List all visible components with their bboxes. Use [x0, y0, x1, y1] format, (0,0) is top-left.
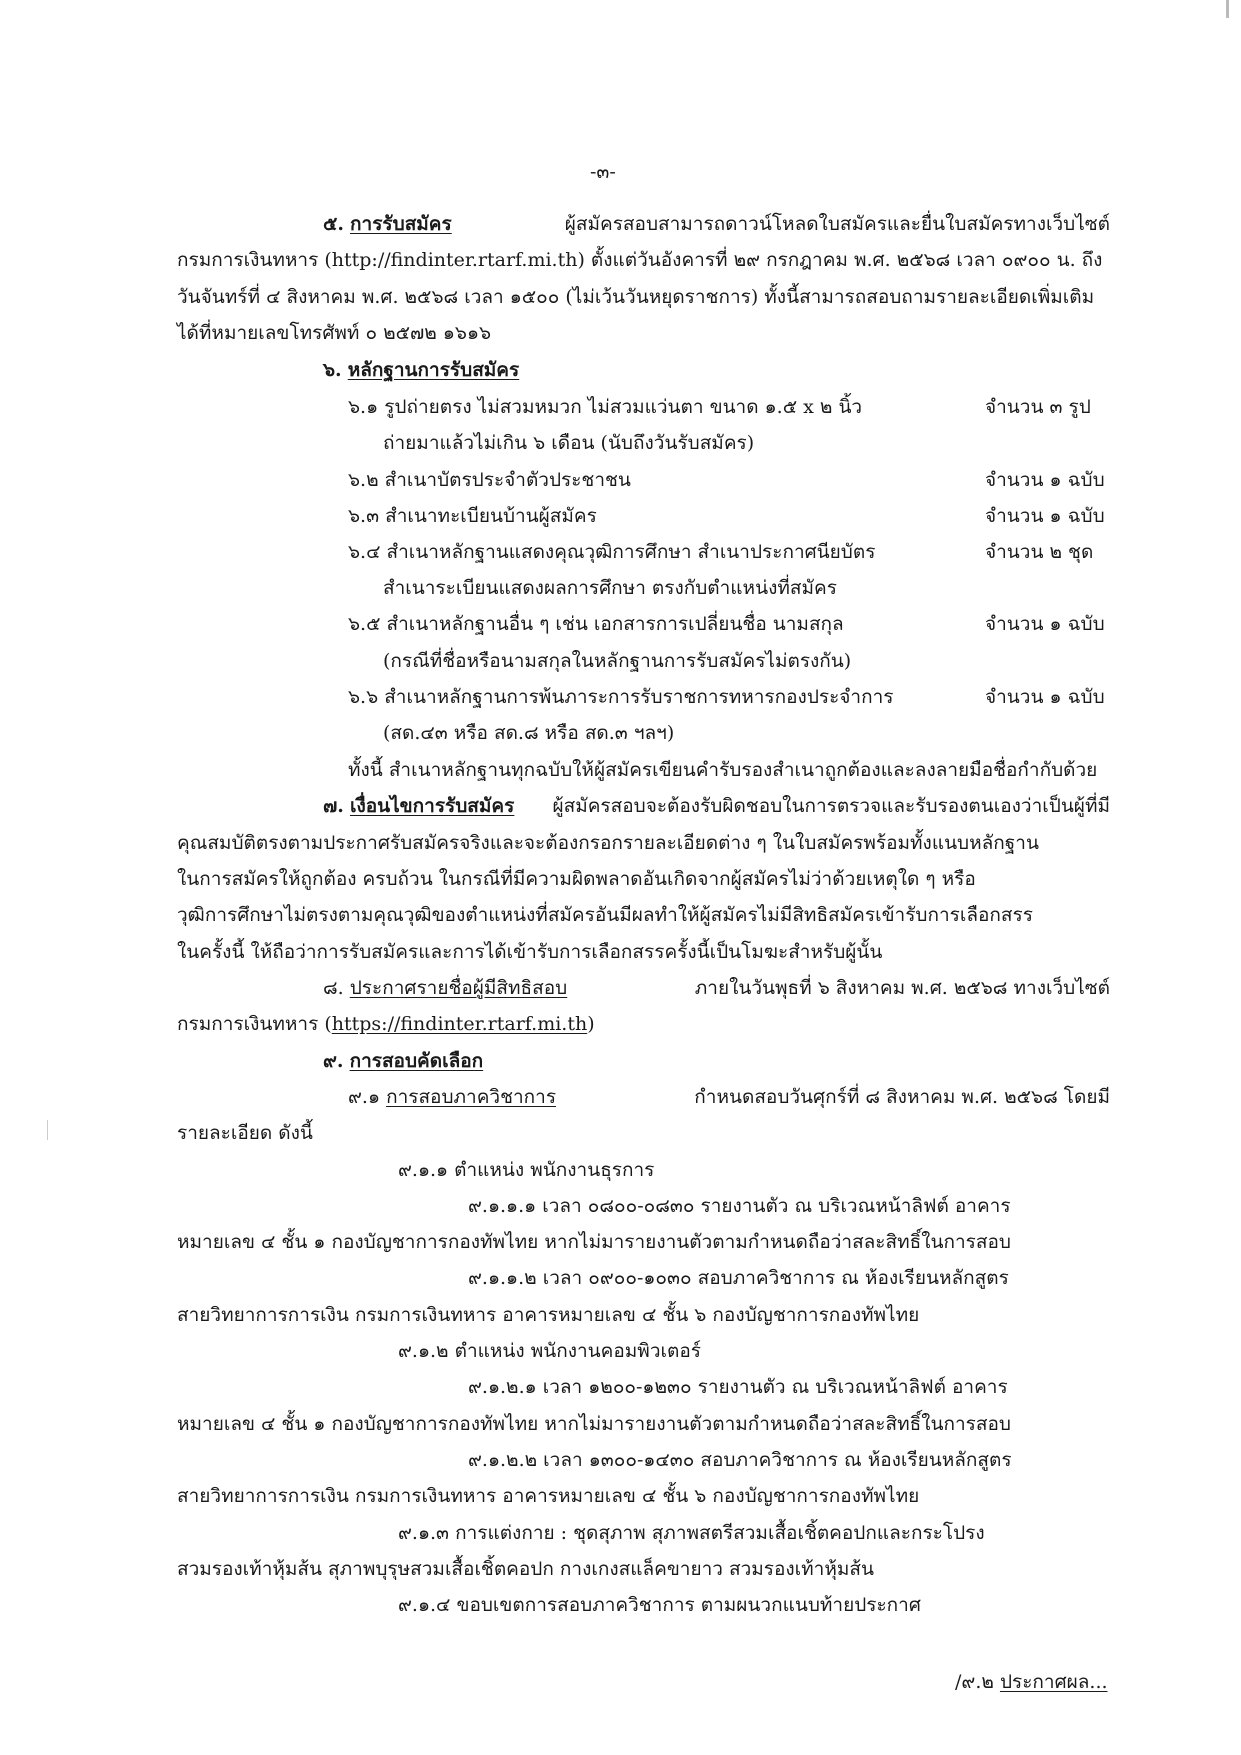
para-9-1-1-1-line-2: หมายเลข ๔ ชั้น ๑ กองบัญชาการกองทัพไทย หากไม่มารายงานตัวตามกำหนดถือว่าสละสิทธิ์ในการสอบ [177, 1231, 1011, 1253]
item-6-6-amount: จำนวน ๑ ฉบับ [985, 686, 1105, 708]
item-6-3-line-1: ๖.๓ สำเนาทะเบียนบ้านผู้สมัคร [348, 505, 597, 527]
continuation-prefix: /๙.๒ [955, 1671, 994, 1693]
page-number: -๓- [590, 161, 616, 183]
section-7-line-3: ในการสมัครให้ถูกต้อง ครบถ้วน ในกรณีที่มีความผิดพลาดอันเกิดจากผู้สมัครไม่ว่าด้วยเหตุใด ๆ หรือ [177, 868, 976, 890]
section-7-text: ผู้สมัครสอบจะต้องรับผิดชอบในการตรวจและรับรองตนเองว่าเป็นผู้ที่มี [552, 795, 1110, 817]
section-5-line-4: ได้ที่หมายเลขโทรศัพท์ ๐ ๒๕๗๒ ๑๖๑๖ [177, 322, 492, 344]
section-7-line-2: คุณสมบัติตรงตามประกาศรับสมัครจริงและจะต้องกรอกรายละเอียดต่าง ๆ ในใบสมัครพร้อมทั้งแนบหลักฐาน [177, 832, 1039, 854]
item-6-5-line-1: ๖.๕ สำเนาหลักฐานอื่น ๆ เช่น เอกสารการเปลี่ยนชื่อ นามสกุล [348, 613, 844, 635]
item-6-2-amount: จำนวน ๑ ฉบับ [985, 469, 1105, 491]
section-5-line-2: กรมการเงินทหาร (http://findinter.rtarf.mi.th) ตั้งแต่วันอังคารที่ ๒๙ กรกฎาคม พ.ศ. ๒๕๖๘ เวลา ๐๙๐๐ น. ถึง [177, 249, 1103, 271]
item-6-1-amount: จำนวน ๓ รูป [985, 396, 1091, 418]
para-9-1-1-2-line-2: สายวิทยาการการเงิน กรมการเงินทหาร อาคารหมายเลข ๔ ชั้น ๖ กองบัญชาการกองทัพไทย [177, 1304, 920, 1326]
section-8-text: ภายในวันพุธที่ ๖ สิงหาคม พ.ศ. ๒๕๖๘ ทางเว็บไซต์ [694, 977, 1110, 999]
para-9-1-1: ๙.๑.๑ ตำแหน่ง พนักงานธุรการ [398, 1159, 655, 1181]
section-6-number: ๖. [323, 359, 342, 381]
para-9-1-2: ๙.๑.๒ ตำแหน่ง พนักงานคอมพิวเตอร์ [398, 1340, 701, 1362]
section-5-text: ผู้สมัครสอบสามารถดาวน์โหลดใบสมัครและยื่นใบสมัครทางเว็บไซต์ [564, 213, 1110, 235]
section-7-line-4: วุฒิการศึกษาไม่ตรงตามคุณวุฒิของตำแหน่งที่สมัครอันมีผลทำให้ผู้สมัครไม่มีสิทธิสมัครเข้ารับการเลือกสรร [177, 904, 1033, 926]
item-6-5-amount: จำนวน ๑ ฉบับ [985, 613, 1105, 635]
section-8-line-2-suffix: ) [587, 1013, 595, 1035]
item-6-2-line-1: ๖.๒ สำเนาบัตรประจำตัวประชาชน [348, 469, 631, 491]
section-8-heading: ประกาศรายชื่อผู้มีสิทธิสอบ [349, 977, 568, 999]
para-9-1-3-line-2: สวมรองเท้าหุ้มส้น สุภาพบุรุษสวมเสื้อเชิ้ตคอปก กางเกงสแล็คขายาว สวมรองเท้าหุ้มส้น [177, 1558, 874, 1580]
item-6-4-amount: จำนวน ๒ ชุด [985, 541, 1094, 563]
section-8-title [323, 979, 567, 998]
section-9-title [323, 1052, 483, 1071]
para-9-1-4: ๙.๑.๔ ขอบเขตการสอบภาควิชาการ ตามผนวกแนบท้ายประกาศ [398, 1594, 921, 1616]
section-5-heading: การรับสมัคร [350, 213, 452, 235]
para-9-1-1-1-line-1: ๙.๑.๑.๑ เวลา ๐๘๐๐-๐๘๓๐ รายงานตัว ณ บริเวณหน้าลิฟต์ อาคาร [468, 1195, 1011, 1217]
section-5-line-1 [323, 215, 1110, 234]
para-9-1-2-2-line-2: สายวิทยาการการเงิน กรมการเงินทหาร อาคารหมายเลข ๔ ชั้น ๖ กองบัญชาการกองทัพไทย [177, 1485, 920, 1507]
section-9-1-heading: การสอบภาควิชาการ [386, 1086, 557, 1108]
section-9-1-title [348, 1088, 556, 1107]
para-9-1-2-1-line-1: ๙.๑.๒.๑ เวลา ๑๒๐๐-๑๒๓๐ รายงานตัว ณ บริเวณหน้าลิฟต์ อาคาร [468, 1376, 1008, 1398]
para-9-1-2-2-line-1: ๙.๑.๒.๒ เวลา ๑๓๐๐-๑๔๓๐ สอบภาควิชาการ ณ ห้องเรียนหลักสูตร [468, 1449, 1012, 1471]
continuation-footer [955, 1673, 1108, 1692]
continuation-link: ประกาศผล... [999, 1671, 1108, 1693]
section-7-heading: เงื่อนไขการรับสมัคร [349, 795, 515, 817]
section-5-title [323, 215, 452, 234]
item-6-6-line-1: ๖.๖ สำเนาหลักฐานการพ้นภาระการรับราชการทหารกองประจำการ [348, 686, 894, 708]
item-6-1-line-2: ถ่ายมาแล้วไม่เกิน ๖ เดือน (นับถึงวันรับสมัคร) [383, 432, 755, 454]
scan-speck [47, 1120, 48, 1140]
item-6-1-line-1: ๖.๑ รูปถ่ายตรง ไม่สวมหมวก ไม่สวมแว่นตา ขนาด ๑.๕ x ๒ นิ้ว [348, 396, 863, 418]
section-6-title [323, 361, 519, 380]
item-6-5-line-2: (กรณีที่ชื่อหรือนามสกุลในหลักฐานการรับสมัครไม่ตรงกัน) [383, 650, 852, 672]
section-6-note: ทั้งนี้ สำเนาหลักฐานทุกฉบับให้ผู้สมัครเขียนคำรับรองสำเนาถูกต้องและลงลายมือชื่อกำกับด้วย [348, 759, 1098, 781]
section-6-heading: หลักฐานการรับสมัคร [347, 359, 520, 381]
findinter-link[interactable]: https://findinter.rtarf.mi.th [331, 1013, 588, 1035]
item-6-6-line-2: (สด.๔๓ หรือ สด.๘ หรือ สด.๓ ฯลฯ) [383, 722, 675, 744]
section-9-1-number: ๙.๑ [348, 1086, 381, 1108]
section-8-line-2-prefix: กรมการเงินทหาร ( [177, 1013, 332, 1035]
section-7-line-5: ในครั้งนี้ ให้ถือว่าการรับสมัครและการได้เข้ารับการเลือกสรรครั้งนี้เป็นโมฆะสำหรับผู้นั้น [177, 941, 883, 963]
section-5-line-3: วันจันทร์ที่ ๔ สิงหาคม พ.ศ. ๒๕๖๘ เวลา ๑๕๐๐ (ไม่เว้นวันหยุดราชการ) ทั้งนี้สามารถสอบถามรายละเอียดเพิ่มเติม [177, 286, 1095, 308]
item-6-3-amount: จำนวน ๑ ฉบับ [985, 505, 1105, 527]
section-9-1-line-2: รายละเอียด ดังนี้ [177, 1122, 313, 1144]
section-5-number: ๕. [323, 213, 344, 235]
section-7-title [323, 797, 514, 816]
para-9-1-1-2-line-1: ๙.๑.๑.๒ เวลา ๐๙๐๐-๑๐๓๐ สอบภาควิชาการ ณ ห้องเรียนหลักสูตร [468, 1267, 1009, 1289]
para-9-1-3-line-1: ๙.๑.๓ การแต่งกาย : ชุดสุภาพ สุภาพสตรีสวมเสื้อเชิ้ตคอปกและกระโปรง [398, 1522, 985, 1544]
section-8-line-2 [177, 1015, 595, 1034]
section-8-line-1 [323, 979, 1110, 998]
section-9-heading: การสอบคัดเลือก [349, 1050, 484, 1072]
section-9-1-text: กำหนดสอบวันศุกร์ที่ ๘ สิงหาคม พ.ศ. ๒๕๖๘ โดยมี [694, 1086, 1110, 1108]
scan-edge-mark [1226, 0, 1229, 18]
item-6-4-line-2: สำเนาระเบียนแสดงผลการศึกษา ตรงกับตำแหน่งที่สมัคร [383, 577, 837, 599]
para-9-1-2-1-line-2: หมายเลข ๔ ชั้น ๑ กองบัญชาการกองทัพไทย หากไม่มารายงานตัวตามกำหนดถือว่าสละสิทธิ์ในการสอบ [177, 1413, 1011, 1435]
section-7-number: ๗. [323, 795, 344, 817]
item-6-4-line-1: ๖.๔ สำเนาหลักฐานแสดงคุณวุฒิการศึกษา สำเนาประกาศนียบัตร [348, 541, 876, 563]
section-9-number: ๙. [323, 1050, 344, 1072]
section-7-line-1 [323, 797, 1110, 816]
section-8-number: ๘. [323, 977, 344, 999]
section-9-1-line-1 [348, 1088, 1110, 1107]
